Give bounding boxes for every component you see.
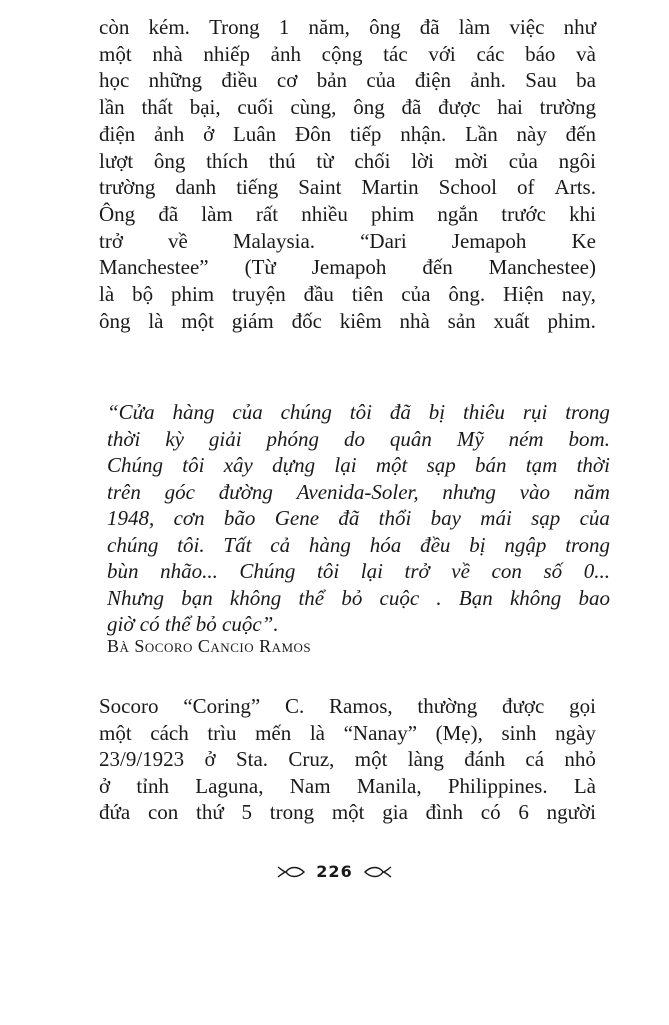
word: có xyxy=(480,800,501,824)
word: cuối xyxy=(237,95,274,120)
word: hàng xyxy=(308,532,351,557)
word: Malaysia. xyxy=(232,228,316,253)
word: ở xyxy=(203,121,215,146)
word: đã xyxy=(158,201,179,226)
word: là xyxy=(309,720,325,745)
word: bộ xyxy=(132,282,154,307)
word: Sau xyxy=(525,68,557,93)
word: ảnh xyxy=(153,121,185,146)
word: trong xyxy=(565,532,610,557)
word: ảnh xyxy=(270,41,301,66)
word: Sta. xyxy=(235,747,269,771)
quote-attribution: Bà Socoro Cancio Ramos xyxy=(107,636,312,656)
text-line xyxy=(99,281,596,308)
word: do xyxy=(343,426,365,451)
word: lần xyxy=(99,95,125,120)
quote-line xyxy=(107,426,610,453)
fish-ornament-icon xyxy=(276,864,306,880)
word: lời xyxy=(411,148,434,173)
word: sạp xyxy=(426,453,456,477)
word: đánh xyxy=(464,747,506,771)
text-line xyxy=(99,746,596,773)
word: thổi xyxy=(378,506,412,530)
word: được xyxy=(438,95,481,120)
word: nhão... xyxy=(160,559,218,583)
text-line xyxy=(99,308,596,335)
word: trường xyxy=(99,175,156,200)
word: giám xyxy=(231,308,274,333)
word: rụi xyxy=(522,400,548,424)
word: ngày xyxy=(555,720,596,745)
word: góc xyxy=(164,479,195,504)
word: cá xyxy=(525,747,545,771)
word: phim xyxy=(170,282,215,307)
word: thích xyxy=(206,148,249,173)
text-line xyxy=(99,693,596,720)
word: 0... xyxy=(583,559,610,583)
word: của xyxy=(401,282,431,307)
word: Gene xyxy=(274,506,320,530)
word: Jemapoh xyxy=(451,228,527,253)
word: Avenida-Soler, xyxy=(296,479,419,504)
word: Chúng xyxy=(107,453,164,477)
word: hai xyxy=(497,95,523,120)
word: một xyxy=(181,308,214,333)
word: tác xyxy=(383,41,408,66)
word: ở xyxy=(99,773,111,798)
word: lại xyxy=(334,453,357,477)
word: bán xyxy=(475,453,507,477)
word: đã xyxy=(338,506,360,530)
word: Chúng xyxy=(239,559,296,583)
word: tôi xyxy=(349,400,372,424)
word: Philippines. xyxy=(447,773,548,798)
word: thất xyxy=(141,95,173,120)
word: là xyxy=(148,308,164,333)
word: bị xyxy=(428,400,446,424)
word: một xyxy=(375,453,408,477)
word: được xyxy=(502,694,545,718)
word: ngập xyxy=(504,532,547,557)
word: thời xyxy=(576,453,610,477)
text-line xyxy=(99,94,596,121)
word: thú xyxy=(268,148,296,173)
word: đã xyxy=(419,15,440,39)
word: là xyxy=(99,282,115,307)
word: trong xyxy=(565,400,610,424)
word: việc xyxy=(509,15,545,39)
word: sinh xyxy=(501,720,537,745)
word: Ke xyxy=(571,228,596,253)
word: bay xyxy=(430,506,461,530)
word: làng xyxy=(407,747,444,771)
word: tôi. xyxy=(177,532,205,557)
word: thiêu xyxy=(462,400,505,424)
fish-ornament-icon xyxy=(363,864,393,880)
word: đều xyxy=(420,532,451,557)
word: ông xyxy=(369,15,401,39)
word: cùng, xyxy=(290,95,337,120)
word: Ramos, xyxy=(329,694,393,718)
text-line xyxy=(99,174,596,201)
word: “Coring” xyxy=(183,694,261,718)
word: Laguna, xyxy=(195,773,264,798)
word: thường xyxy=(417,694,478,718)
word: nhỏ xyxy=(564,747,596,771)
word: của xyxy=(508,148,538,173)
word: một xyxy=(99,720,132,745)
quote-line xyxy=(107,585,610,612)
text-line xyxy=(99,41,596,68)
page-footer xyxy=(0,862,669,881)
word: mái xyxy=(480,506,512,530)
word: quân xyxy=(389,426,432,451)
word: Đôn xyxy=(294,121,332,146)
word: C. xyxy=(285,694,305,718)
text-line xyxy=(99,148,596,175)
word: Martin xyxy=(361,175,419,200)
word: về xyxy=(167,228,188,253)
word: năm xyxy=(573,479,610,504)
word: kỳ xyxy=(165,426,184,451)
word: tiếp xyxy=(349,121,382,146)
word: vào xyxy=(519,479,550,504)
word: “Dari xyxy=(360,228,407,253)
text-line xyxy=(99,67,596,94)
word: kiêm xyxy=(339,308,382,333)
word: và xyxy=(576,41,596,66)
word: này xyxy=(516,121,547,146)
word: cả xyxy=(270,532,291,557)
text-line xyxy=(99,773,596,800)
word: trước xyxy=(501,201,546,226)
word: đứa xyxy=(99,800,131,824)
word: tỉnh xyxy=(136,773,170,798)
word: ném xyxy=(508,426,544,451)
word: đường xyxy=(218,479,273,504)
word: của xyxy=(579,506,610,530)
word: Cruz, xyxy=(288,747,335,771)
word: ông xyxy=(99,308,131,333)
word: dựng xyxy=(272,453,316,477)
word: cộng xyxy=(321,41,363,66)
word: như xyxy=(563,15,596,39)
word: trở xyxy=(404,559,430,583)
word: năm, xyxy=(308,15,350,39)
word: cuộc xyxy=(379,585,420,610)
word: tôi xyxy=(182,453,205,477)
word: (Mẹ), xyxy=(435,720,483,745)
word: bỏ xyxy=(341,585,363,610)
word: chối xyxy=(354,148,391,173)
word: tôi xyxy=(317,559,340,583)
word: Mỹ xyxy=(456,426,484,451)
word: gọi xyxy=(569,694,596,718)
word: Nhưng xyxy=(107,585,164,610)
word: nhà xyxy=(152,41,183,66)
word: mến xyxy=(255,720,292,745)
word: lại xyxy=(360,559,383,583)
quote-line xyxy=(107,558,610,585)
word: nhà xyxy=(399,308,430,333)
word: kém. xyxy=(148,15,190,39)
word: xây xyxy=(223,453,253,477)
word: tạm xyxy=(525,453,558,477)
text-line xyxy=(99,720,596,747)
word: về xyxy=(451,559,470,583)
word: Nam xyxy=(289,773,331,798)
word: Manchestee” xyxy=(99,255,209,280)
word: truyện xyxy=(232,282,286,307)
word: bị xyxy=(469,532,486,557)
quote-line xyxy=(107,532,610,559)
word: ảnh. xyxy=(470,68,506,93)
word: cơn xyxy=(173,506,205,530)
word: đã xyxy=(401,95,422,120)
word: bại, xyxy=(189,95,221,120)
word: cách xyxy=(150,720,189,745)
quote-line xyxy=(107,399,610,426)
word: phóng xyxy=(266,426,320,451)
word: còn xyxy=(99,15,130,39)
word: làm xyxy=(201,201,233,226)
word: Arts. xyxy=(554,175,596,200)
word: phim. xyxy=(547,308,596,333)
word: rất xyxy=(255,201,279,226)
word: trìu xyxy=(207,720,237,745)
word: Ông xyxy=(99,201,136,226)
word: trường xyxy=(539,95,596,120)
word: hàng xyxy=(172,400,215,424)
word: của xyxy=(232,400,263,424)
word: điện xyxy=(414,68,452,93)
word: người xyxy=(546,800,596,824)
word: 6 xyxy=(518,800,529,824)
word: đầu xyxy=(303,282,334,307)
word: cơ xyxy=(276,68,298,93)
word: nhận. xyxy=(400,121,447,146)
word: ngắn xyxy=(437,201,479,226)
word: giải xyxy=(208,426,242,451)
word: con xyxy=(147,800,179,824)
word: trở xyxy=(99,228,123,253)
quote-line xyxy=(107,479,610,506)
word: Luân xyxy=(232,121,277,146)
text-line xyxy=(99,121,596,148)
word: mời xyxy=(454,148,488,173)
word: những xyxy=(148,68,203,93)
word: học xyxy=(99,68,130,93)
word: . xyxy=(436,585,442,610)
word: một xyxy=(99,41,132,66)
word: lượt xyxy=(99,148,134,173)
word: Là xyxy=(573,773,596,798)
word: ông xyxy=(353,95,385,120)
quote-line xyxy=(107,452,610,479)
word: of xyxy=(517,175,535,200)
word: của xyxy=(366,68,396,93)
word: đến xyxy=(422,255,453,280)
text-line xyxy=(99,228,596,255)
word: nhiều xyxy=(301,201,348,226)
text-line xyxy=(99,254,596,281)
word: đến xyxy=(565,121,596,146)
word: Trong xyxy=(209,15,260,39)
word: Jemapoh xyxy=(311,255,387,280)
word: một xyxy=(331,800,365,824)
word: các xyxy=(476,41,505,66)
quote-line xyxy=(107,505,610,532)
word: bạn xyxy=(181,585,213,610)
word: bom. xyxy=(568,426,610,451)
word: phim xyxy=(371,201,415,226)
word: từ xyxy=(316,148,334,173)
word: không xyxy=(229,585,282,610)
word: gia xyxy=(382,800,408,824)
word: nhiếp xyxy=(203,41,250,66)
word: chúng xyxy=(280,400,332,424)
word: trên xyxy=(107,479,141,504)
text-line xyxy=(99,14,596,41)
bio-paragraph xyxy=(99,693,596,826)
word: ở xyxy=(204,747,216,771)
word: bao xyxy=(578,585,610,610)
word: Socoro xyxy=(99,694,159,718)
word: không xyxy=(509,585,562,610)
word: trong xyxy=(269,800,315,824)
word: đình xyxy=(425,800,463,824)
word: khi xyxy=(569,201,596,226)
word: 5 xyxy=(241,800,252,824)
word: (Từ xyxy=(244,255,276,280)
word: “Cửa xyxy=(107,400,155,424)
word: Manila, xyxy=(356,773,422,798)
word: nhưng xyxy=(442,479,496,504)
word: ông xyxy=(153,148,186,173)
page-number: 226 xyxy=(316,862,353,881)
word: báo xyxy=(525,41,556,66)
word: tiếng xyxy=(236,175,279,200)
word: thời xyxy=(107,426,141,451)
word: sạp xyxy=(531,506,561,530)
word: bản xyxy=(316,68,348,93)
word: 23/9/1923 xyxy=(99,747,185,771)
word: Hiện xyxy=(502,282,544,307)
word: con xyxy=(491,559,522,583)
word: nay, xyxy=(561,282,596,307)
word: làm xyxy=(458,15,491,39)
word: School xyxy=(438,175,497,200)
main-paragraph xyxy=(99,14,596,334)
word: đốc xyxy=(291,308,322,333)
quote-line: giờ có thể bỏ cuộc”. xyxy=(107,612,279,636)
word: Manchestee) xyxy=(488,255,596,280)
word: đã xyxy=(389,400,411,424)
word: bùn xyxy=(107,559,139,583)
word: “Nanay” xyxy=(343,720,418,745)
word: bão xyxy=(223,506,256,530)
word: một xyxy=(354,747,388,771)
word: tiên xyxy=(351,282,384,307)
word: thứ xyxy=(196,800,224,824)
quote-block xyxy=(107,399,610,638)
word: ngôi xyxy=(558,148,596,173)
word: với xyxy=(428,41,456,66)
word: hóa xyxy=(369,532,402,557)
word: Bạn xyxy=(458,585,493,610)
text-line xyxy=(99,799,596,826)
word: 1948, xyxy=(107,506,155,530)
word: ba xyxy=(576,68,596,93)
word: ông. xyxy=(448,282,486,307)
word: thể xyxy=(298,585,325,610)
word: Lần xyxy=(465,121,498,146)
word: xuất xyxy=(493,308,530,333)
word: sản xyxy=(447,308,476,333)
word: danh xyxy=(175,175,217,200)
word: số xyxy=(543,559,563,583)
word: Tất xyxy=(223,532,252,557)
word: chúng xyxy=(107,532,159,557)
text-line xyxy=(99,201,596,228)
word: Saint xyxy=(298,175,342,200)
word: điều xyxy=(221,68,258,93)
word: 1 xyxy=(278,15,290,39)
word: điện xyxy=(99,121,136,146)
